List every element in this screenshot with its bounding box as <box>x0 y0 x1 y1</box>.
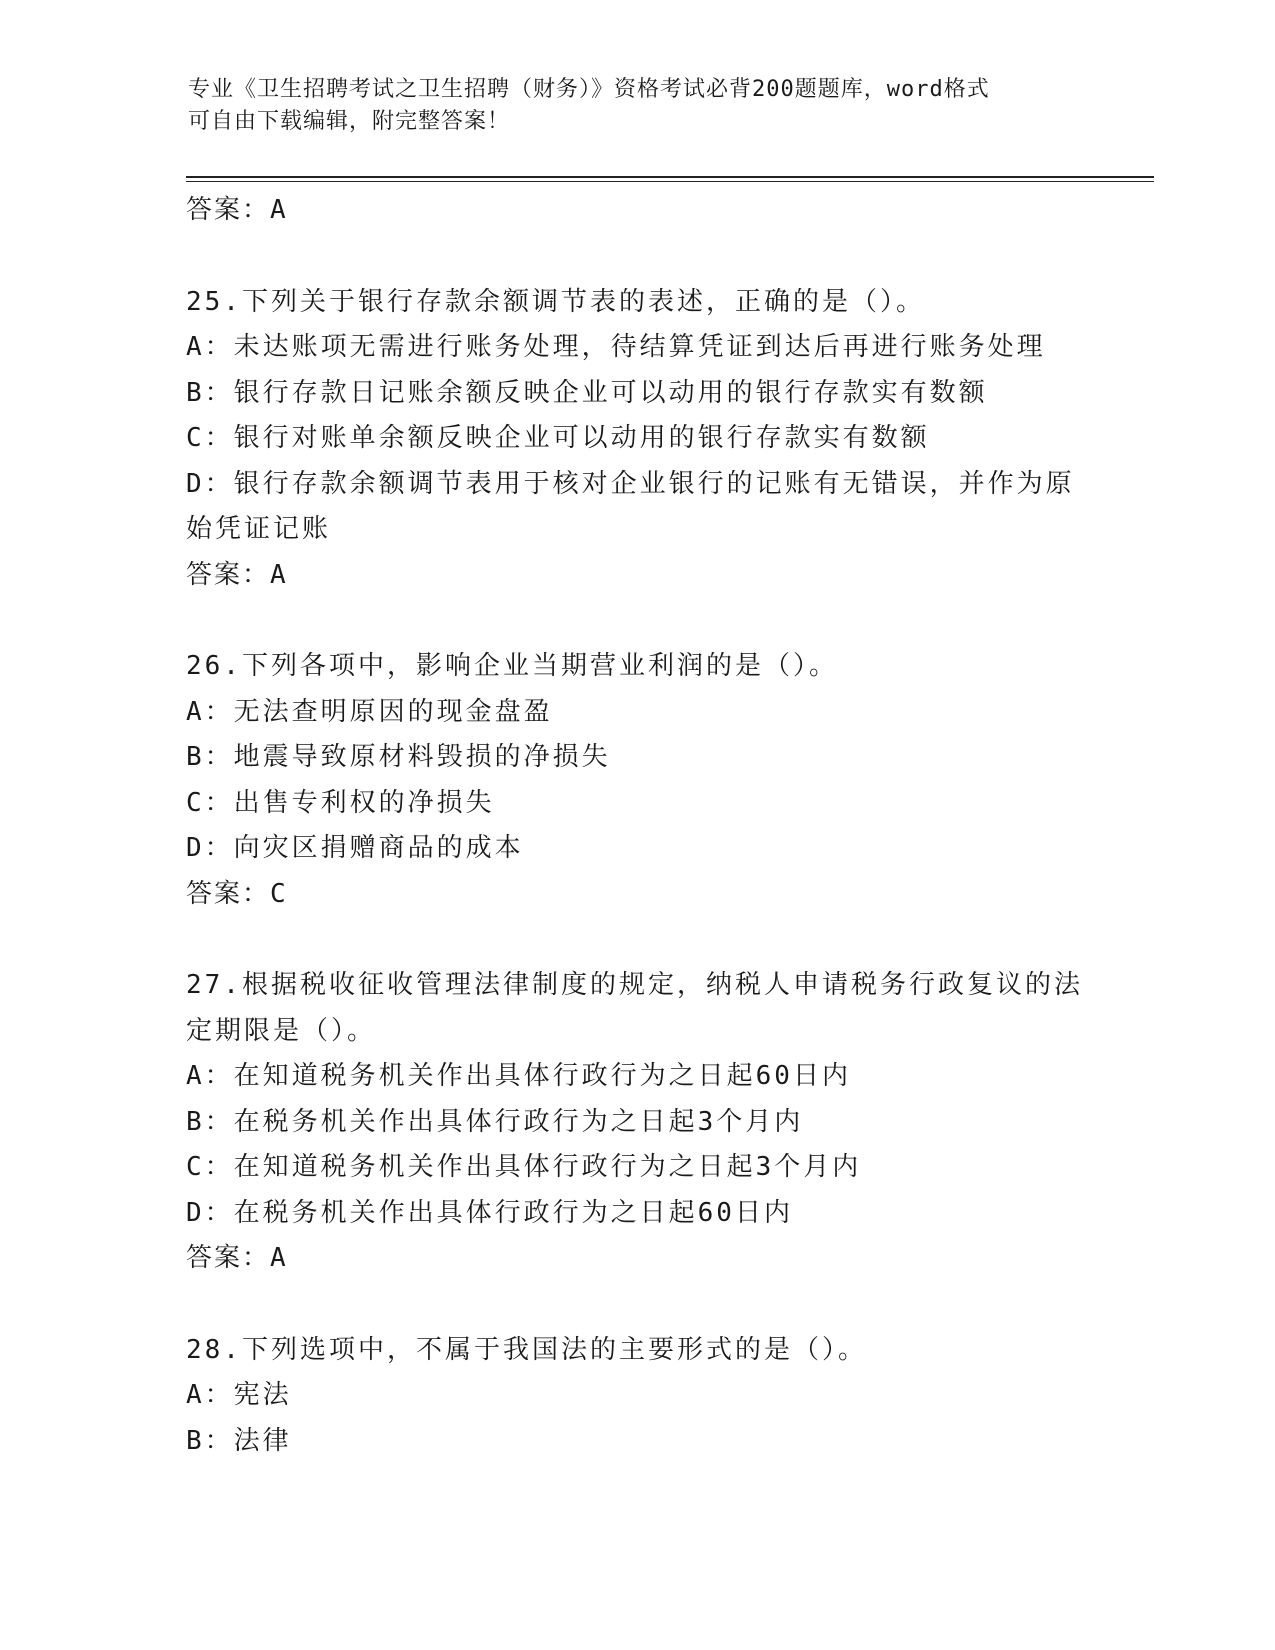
answer: 答案：A <box>186 1243 288 1273</box>
option-d: D：在税务机关作出具体行政行为之日起60日内 <box>186 1197 793 1228</box>
question-list <box>186 188 1086 1464</box>
header-divider-thick <box>186 176 1154 178</box>
option-a: A：在知道税务机关作出具体行政行为之日起60日内 <box>186 1061 851 1091</box>
question-28 <box>186 1328 1086 1465</box>
option-c: C：在知道税务机关作出具体行政行为之日起3个月内 <box>186 1152 862 1182</box>
answer: 答案：A <box>186 559 288 590</box>
header-line-1: 专业《卫生招聘考试之卫生招聘（财务）》资格考试必背200题题库，word格式 <box>188 77 990 102</box>
option-c: C：出售专利权的净损失 <box>186 787 495 818</box>
question-stem: 28.下列选项中，不属于我国法的主要形式的是（）。 <box>186 1334 867 1365</box>
question-26 <box>186 644 1086 917</box>
question-stem: 26.下列各项中，影响企业当期营业利润的是（）。 <box>186 651 838 681</box>
option-a: A：无法查明原因的现金盘盈 <box>186 696 553 727</box>
question-stem-continued: 定期限是（）。 <box>186 1015 377 1046</box>
document-header <box>188 74 1068 138</box>
question-27 <box>186 963 1086 1282</box>
option-b: B：法律 <box>186 1425 292 1456</box>
header-line-2: 可自由下载编辑，附完整答案！ <box>188 109 511 134</box>
option-c: C：银行对账单余额反映企业可以动用的银行存款实有数额 <box>186 423 930 453</box>
option-d-continued: 始凭证记账 <box>186 514 332 544</box>
question-stem: 27.根据税收征收管理法律制度的规定，纳税人申请税务行政复议的法 <box>186 970 1083 1000</box>
spacer <box>186 234 1086 280</box>
option-d: D：银行存款余额调节表用于核对企业银行的记账有无错误，并作为原 <box>186 468 1075 499</box>
question-stem: 25.下列关于银行存款余额调节表的表述，正确的是（）。 <box>186 286 925 317</box>
spacer <box>186 598 1086 644</box>
option-a: A：宪法 <box>186 1380 292 1410</box>
spacer <box>186 1282 1086 1328</box>
option-b: B：地震导致原材料毁损的净损失 <box>186 742 611 772</box>
header-divider-thin <box>186 181 1154 182</box>
option-b: B：银行存款日记账余额反映企业可以动用的银行存款实有数额 <box>186 377 988 408</box>
question-25 <box>186 280 1086 599</box>
answer: 答案：C <box>186 878 288 909</box>
option-a: A：未达账项无需进行账务处理，待结算凭证到达后再进行账务处理 <box>186 332 1046 362</box>
option-b: B：在税务机关作出具体行政行为之日起3个月内 <box>186 1106 804 1137</box>
previous-answer: 答案：A <box>186 195 288 225</box>
spacer <box>186 917 1086 963</box>
option-d: D：向灾区捐赠商品的成本 <box>186 833 524 863</box>
